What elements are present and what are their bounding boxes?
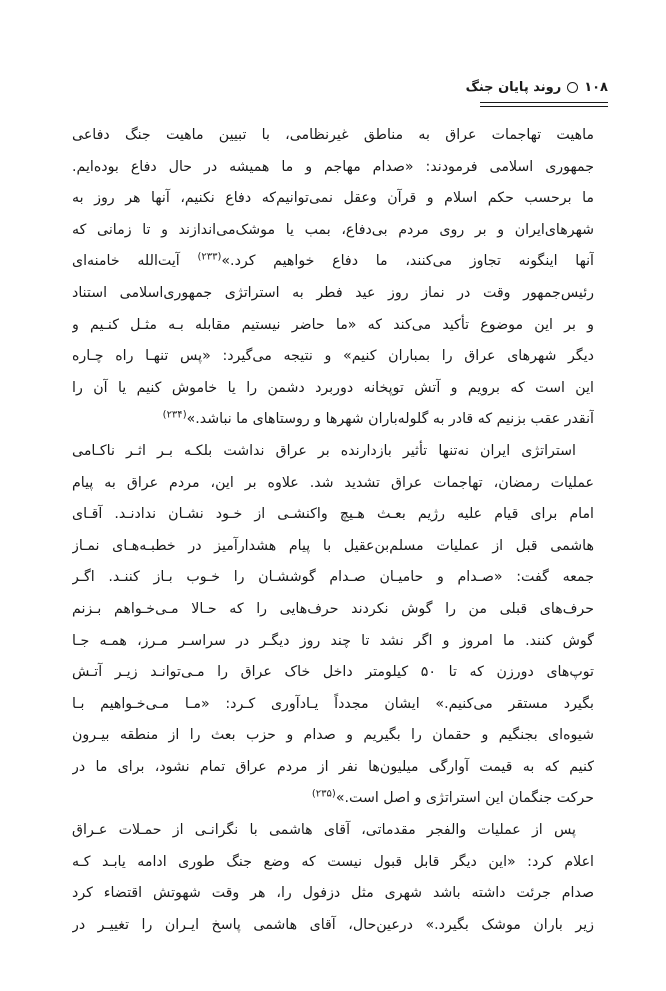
text-line [72, 815, 594, 847]
line-text: زیر باران موشک بگیرد.» درعین‌حال، آقای هاشمی پاسخ ایـران را تغییـر در [72, 916, 594, 933]
text-line [72, 562, 594, 594]
line-text: جمهوری اسلامی فرمودند: «صدام مهاجم و ما همیشه در حال دفاع بوده‌ایم. [72, 158, 594, 175]
circle-ornament-icon [567, 82, 578, 93]
text-line [72, 910, 594, 942]
text-line [72, 152, 594, 184]
text-line [72, 183, 594, 215]
text-line [72, 657, 594, 689]
text-line [72, 531, 594, 563]
page-number: ۱۰۸ [584, 80, 608, 95]
paragraph [72, 120, 594, 436]
line-text: حرف‌های قبلی من را گوش نکردند حرف‌هایی را که حـالا مـی‌خـواهم بـزنم [72, 600, 594, 617]
line-text: آنها اینگونه تجاوز می‌کنند، ما دفاع خواهیم کرد.» [221, 253, 594, 270]
line-text: شیوه‌ای بجنگیم و حقمان را بگیریم و صدام و حزب بعث را از منطقه بیـرون [72, 727, 594, 744]
line-text: حرکت جنگمان این استراتژی و اصل است.» [335, 790, 594, 807]
line-text: هاشمی قبل از عملیات مسلم‌بن‌عقیل با پیام هشدارآمیز در خطبـه‌هـای نمـاز [72, 537, 594, 554]
line-text-continuation: آیت‌الله خامنه‌ای [72, 253, 198, 270]
line-text: استراتژی ایران نه‌تنها تأثیر بازدارنده بر عراق نداشت بلکـه بـر اثـر ناکـامی [72, 442, 576, 459]
line-text: صدام جرئت داشته باشد شهری مثل دزفول را، هر وقت شهوتش اقتضاء کرد [72, 885, 594, 902]
paragraph [72, 436, 594, 815]
footnote-marker: (۲۳۴) [162, 409, 187, 421]
line-text: ماهیت تهاجمات عراق به مناطق غیرنظامی، با تبیین ماهیت جنگ دفاعی [72, 127, 594, 143]
footnote-marker: (۲۳۳) [197, 251, 222, 263]
footnote-marker: (۲۳۵) [311, 788, 336, 800]
line-text: کنیم که به قیمت آوارگی میلیون‌ها نفر از مردم عراق تمام نشود، برای ما در [72, 758, 594, 775]
text-line [72, 626, 594, 658]
line-text: بگیرد مستقر می‌کنیم.» ایشان مجدداً یـادآوری کـرد: «مـا مـی‌خـواهیم بـا [72, 695, 594, 712]
line-text: امام برای قیام علیه رژیم بعـث هـیچ واکنشـی از خـود نشـان ندادنـد. آقـای [72, 506, 594, 523]
text-line [72, 278, 594, 310]
body-text [72, 120, 594, 941]
text-line [72, 468, 594, 500]
text-line [72, 404, 594, 436]
text-line [72, 499, 594, 531]
text-line [72, 310, 594, 342]
line-text: آنقدر عقب بزنیم که قادر به گلوله‌باران شهرها و روستاهای ما نباشد.» [186, 411, 594, 428]
text-line [72, 594, 594, 626]
line-text: ما برحسب حکم اسلام و قرآن وعقل نمی‌توانیم‌که دفاع نکنیم، آنها هر روز به [72, 190, 594, 207]
running-title: روند پایان جنگ [465, 80, 562, 95]
line-text: این است که برویم و آتش توپخانه دوربرد دشمن را یا خاموش کنیم یا آن را [72, 379, 594, 396]
line-text: دیگر شهرهای عراق را بمباران کنیم» و نتیجه می‌گیرد: «پس تنهـا راه چـاره [72, 348, 594, 365]
text-line [72, 120, 594, 152]
text-line [72, 752, 594, 784]
line-text: گوش کنند. ما امروز و اگر نشد تا چند روز دیگـر در سراسـر مـرز، همـه جـا [72, 632, 594, 649]
line-text: اعلام کرد: «این دیگر قابل قبول نیست که وضع جنگ طوری ادامه یابـد کـه [72, 853, 594, 870]
paragraph [72, 815, 594, 941]
line-text: جمعه گفت: «صـدام و حامیـان صـدام گوششـان را خـوب بـاز کننـد. اگـر [72, 569, 594, 586]
line-text: عملیات رمضان، تهاجمات عراق تشدید شد. علاوه بر این، مردم عراق به پیام [72, 474, 594, 491]
text-line [72, 878, 594, 910]
line-text: توپ‌های دورزن که تا ۵۰ کیلومتر داخل خاک عراق را مـی‌توانـد زیـر آتـش [72, 664, 594, 681]
line-text: پس از عملیات والفجر مقدماتی، آقای هاشمی با نگرانـی از حمـلات عـراق [72, 822, 576, 839]
text-line [72, 373, 594, 405]
text-line [72, 246, 594, 278]
text-line [72, 436, 594, 468]
line-text: و بر این موضوع تأکید می‌کند که «ما حاضر نیستیم مقابله بـه مثـل کنـیم و [72, 316, 594, 333]
text-line [72, 689, 594, 721]
page-header [466, 80, 608, 95]
text-line [72, 341, 594, 373]
header-rule [480, 102, 608, 107]
line-text: رئیس‌جمهور وقت در نماز روز عید فطر به استراتژی جمهوری‌اسلامی استناد [72, 284, 594, 301]
text-line [72, 720, 594, 752]
text-line [72, 783, 594, 815]
text-line [72, 215, 594, 247]
text-line [72, 847, 594, 879]
line-text: شهرهای‌ایران و بر روی مردم بی‌دفاع، بمب یا موشک‌می‌اندازند و تا زمانی که [72, 221, 594, 238]
